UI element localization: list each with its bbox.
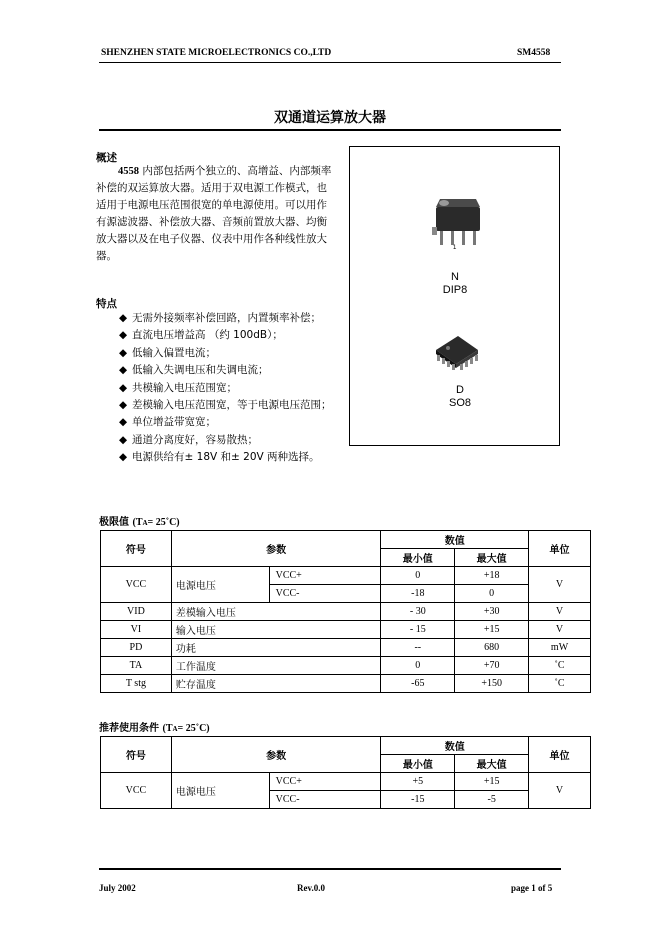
cell-unit: mW [529, 639, 591, 657]
cell-subparam: VCC+ [269, 567, 381, 585]
cell-min: -15 [381, 791, 455, 809]
cell-symbol: VI [101, 621, 172, 639]
footer-date: July 2002 [99, 883, 136, 893]
feature-item: ◆ 直流电压增益高 （约 100dB）； [96, 327, 336, 344]
recommended-table [100, 736, 591, 809]
header-unit: 单位 [529, 737, 591, 773]
so8-name: SO8 [448, 397, 471, 409]
cell-param: 功耗 [171, 639, 381, 657]
feature-item: ◆ 单位增益带宽宽； [96, 414, 336, 431]
table-header-row [101, 737, 591, 755]
abs-max-title-text: 极限值 [99, 517, 129, 528]
abs-max-table [100, 530, 591, 693]
table-row [101, 773, 591, 791]
header-symbol: 符号 [101, 737, 172, 773]
bullet-icon: ◆ [118, 451, 128, 464]
cell-max: -5 [455, 791, 529, 809]
header-values: 数值 [381, 737, 529, 755]
cell-min: 0 [381, 657, 455, 675]
cell-param: 工作温度 [171, 657, 381, 675]
header-company: SHENZHEN STATE MICROELECTRONICS CO.,LTD [101, 48, 332, 58]
cell-max: 0 [455, 585, 529, 603]
cell-symbol: VCC [101, 773, 172, 809]
cell-min: 0 [381, 567, 455, 585]
feature-item: ◆ 低输入偏置电流； [96, 345, 336, 362]
overview-part-number: 4558 [118, 166, 139, 177]
so8-code: D [456, 384, 464, 396]
cell-symbol: VCC [101, 567, 172, 603]
bullet-icon: ◆ [118, 381, 128, 394]
dip8-code: N [451, 271, 459, 283]
feature-item: ◆ 无需外接频率补偿回路，内置频率补偿； [96, 310, 336, 327]
dip8-package-icon [426, 193, 488, 249]
abs-max-title: 极限值 (TA= 25˚C) [99, 517, 180, 528]
header-param: 参数 [171, 737, 381, 773]
feature-item: ◆ 差模输入电压范围宽，等于电源电压范围； [96, 397, 336, 414]
header-rule [99, 62, 561, 63]
cell-param: 贮存温度 [171, 675, 381, 693]
title-rule [99, 129, 561, 131]
cell-min: +5 [381, 773, 455, 791]
bullet-icon: ◆ [118, 329, 128, 342]
footer-page: page 1 of 5 [511, 883, 553, 893]
cell-min: - 30 [381, 603, 455, 621]
header-part-number: SM4558 [517, 48, 551, 58]
header-param: 参数 [171, 531, 381, 567]
header-values: 数值 [381, 531, 529, 549]
cell-max: +70 [455, 657, 529, 675]
cell-subparam: VCC+ [269, 773, 381, 791]
page-title: 双通道运算放大器 [274, 110, 386, 126]
features-heading: 特点 [96, 298, 117, 310]
table-row [101, 675, 591, 693]
table-header-row [101, 531, 591, 549]
overview-heading: 概述 [96, 152, 117, 164]
cell-param: 电源电压 [171, 567, 269, 603]
cell-unit: V [529, 621, 591, 639]
cell-unit: V [529, 603, 591, 621]
cell-max: 680 [455, 639, 529, 657]
cell-min: -- [381, 639, 455, 657]
overview-paragraph [96, 163, 336, 265]
cell-unit: ˚C [529, 675, 591, 693]
table-row [101, 603, 591, 621]
footer-rule [99, 868, 561, 870]
bullet-icon: ◆ [118, 399, 128, 412]
cell-max: +15 [455, 773, 529, 791]
cell-min: -18 [381, 585, 455, 603]
cell-unit: V [529, 567, 591, 603]
cell-unit: ˚C [529, 657, 591, 675]
cell-max: +30 [455, 603, 529, 621]
cell-subparam: VCC- [269, 791, 381, 809]
cell-unit: V [529, 773, 591, 809]
cell-symbol: VID [101, 603, 172, 621]
cell-max: +150 [455, 675, 529, 693]
recommended-title-text: 推荐使用条件 [99, 723, 159, 734]
cell-max: +15 [455, 621, 529, 639]
cell-symbol: T stg [101, 675, 172, 693]
bullet-icon: ◆ [118, 312, 128, 324]
footer-revision: Rev.0.0 [297, 883, 325, 893]
cell-min: -65 [381, 675, 455, 693]
header-max: 最大值 [455, 549, 529, 567]
dip8-name: DIP8 [442, 284, 468, 296]
feature-item: ◆ 电源供给有± 18V 和± 20V 两种选择。 [96, 449, 336, 466]
overview-text: 内部包括两个独立的、高增益、内部频率补偿的双运算放大器。适用于双电源工作模式，也适用于电源电压范围很宽的单电源使用。可以用作有源滤波器、补偿放大器、音频前置放大器、均衡放大器以及在电子仪器、仪表中用作各种线性放大器。 [96, 165, 332, 262]
package-box [349, 146, 560, 446]
feature-item: ◆ 共模输入电压范围宽； [96, 380, 336, 397]
bullet-icon: ◆ [118, 433, 128, 446]
table-row [101, 657, 591, 675]
features-list [96, 310, 336, 467]
so8-package-icon [432, 332, 482, 376]
header-unit: 单位 [529, 531, 591, 567]
table-row [101, 567, 591, 585]
cell-symbol: PD [101, 639, 172, 657]
cell-symbol: TA [101, 657, 172, 675]
recommended-title: 推荐使用条件 (TA= 25˚C) [99, 723, 210, 734]
bullet-icon: ◆ [118, 416, 128, 429]
header-max: 最大值 [455, 755, 529, 773]
cell-subparam: VCC- [269, 585, 381, 603]
bullet-icon: ◆ [118, 346, 128, 359]
table-row [101, 621, 591, 639]
cell-min: - 15 [381, 621, 455, 639]
cell-param: 输入电压 [171, 621, 381, 639]
cell-max: +18 [455, 567, 529, 585]
cell-param: 差模输入电压 [171, 603, 381, 621]
feature-item: ◆ 低输入失调电压和失调电流； [96, 362, 336, 379]
feature-item: ◆ 通道分离度好，容易散热； [96, 432, 336, 449]
dip8-pin1-label: 1 [453, 245, 457, 251]
header-symbol: 符号 [101, 531, 172, 567]
header-min: 最小值 [381, 755, 455, 773]
table-row [101, 639, 591, 657]
bullet-icon: ◆ [118, 364, 128, 377]
cell-param: 电源电压 [171, 773, 269, 809]
header-min: 最小值 [381, 549, 455, 567]
